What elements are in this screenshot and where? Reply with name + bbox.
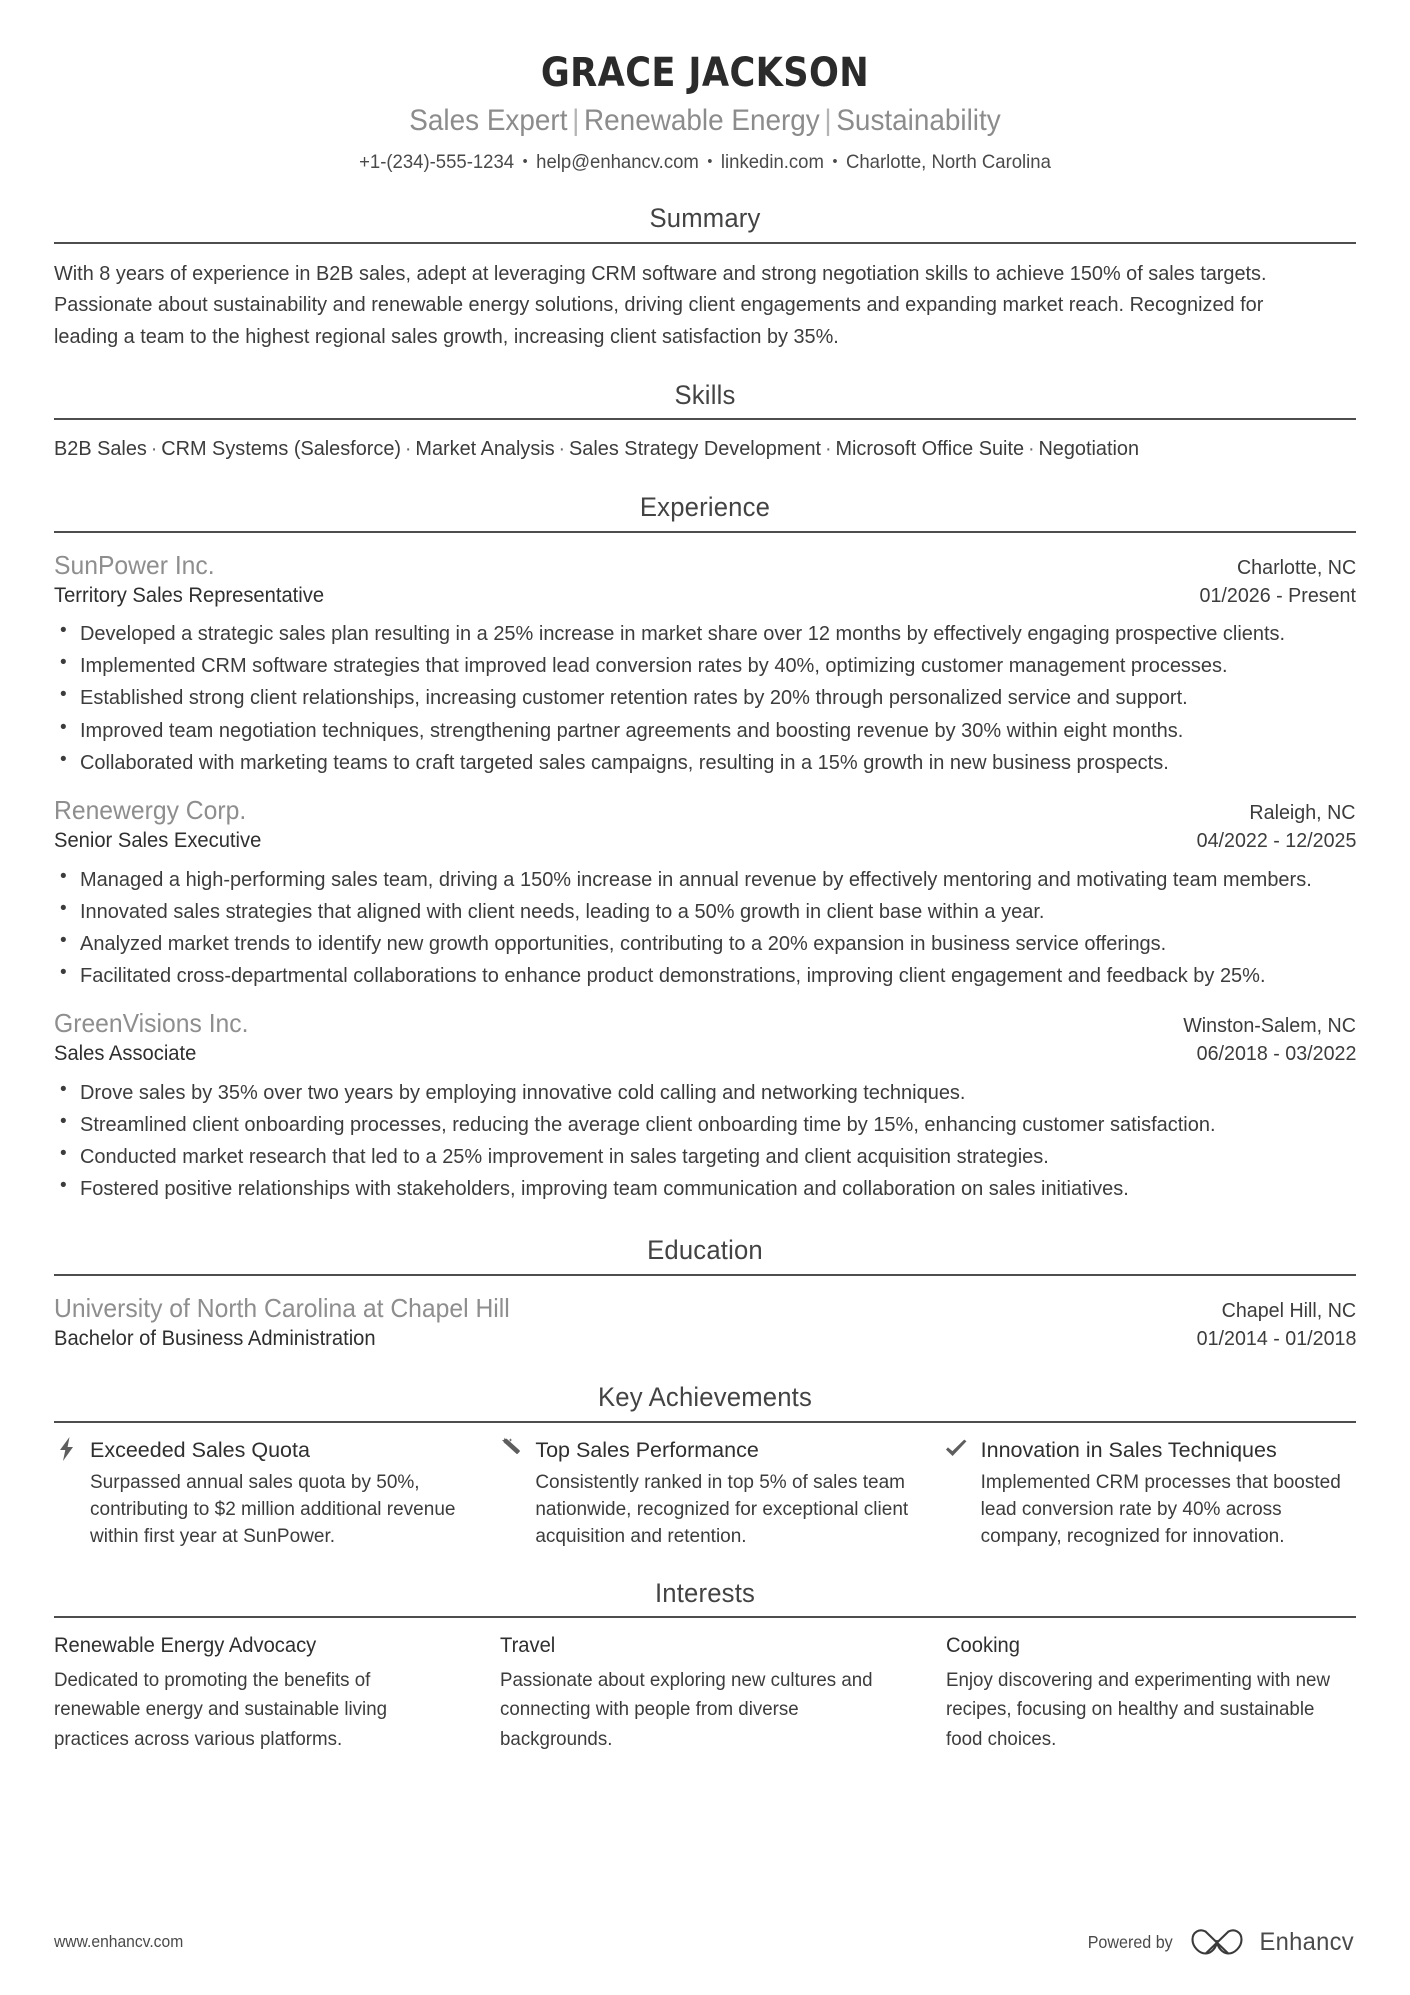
enhancv-logo-icon xyxy=(1190,1927,1244,1957)
job-title: Senior Sales Executive xyxy=(54,829,262,853)
magic-wand-icon xyxy=(499,1436,523,1462)
bullet-text: Established strong client relationships, increasing customer retention rates by 20% through personalized service and support. xyxy=(80,686,1188,710)
summary-text: With 8 years of experience in B2B sales, adept at leveraging CRM software and strong negotiation skills to achieve 150% of sales targets. Passionate about sustainability and renewable energy solutions, driving client engagements and expanding market reach. Recognized for leading a team to the highest regional sales growth, increasing client satisfaction by 35%. xyxy=(54,261,1267,349)
company-name: GreenVisions Inc. xyxy=(54,1008,249,1039)
key-achievement-header xyxy=(54,1436,465,1464)
bullet-text: Improved team negotiation techniques, strengthening partner agreements and boosting revenue by 30% within eight months. xyxy=(80,718,1184,742)
experience-entry-sub xyxy=(54,1040,1356,1068)
list-item xyxy=(54,896,1356,927)
responsibility-list xyxy=(54,1077,1356,1205)
interest-title: Travel xyxy=(500,1633,556,1657)
skill-item: Negotiation xyxy=(1038,437,1140,461)
key-achievement-item xyxy=(499,1436,944,1551)
company-name: SunPower Inc. xyxy=(54,549,215,580)
section-divider xyxy=(54,1274,1356,1276)
interest-item xyxy=(54,1632,500,1754)
enhancv-brand-name: Enhancv xyxy=(1259,1927,1354,1956)
job-dates: 01/2026 - Present xyxy=(1199,583,1356,607)
contact-dot-icon: • xyxy=(707,153,713,170)
bullet-text: Managed a high-performing sales team, driving a 150% increase in annual revenue by effectively mentoring and motivating team members. xyxy=(80,867,1312,891)
section-divider xyxy=(54,531,1356,533)
list-item xyxy=(54,747,1356,778)
headline-part-1: Sales Expert xyxy=(409,104,568,137)
list-item xyxy=(54,618,1356,649)
skill-separator: · xyxy=(558,437,566,461)
key-achievement-item xyxy=(945,1436,1356,1551)
education-section xyxy=(54,1234,1356,1353)
footer-brand xyxy=(1084,1927,1356,1957)
contact-linkedin[interactable]: linkedin.com xyxy=(720,151,824,173)
experience-section xyxy=(54,491,1356,1204)
candidate-headline xyxy=(100,100,1311,142)
bullet-text: Analyzed market trends to identify new growth opportunities, contributing to a 20% expansion in business service offerings. xyxy=(80,931,1167,955)
bullet-text: Fostered positive relationships with stakeholders, improving team communication and collaboration on sales initiatives. xyxy=(80,1177,1129,1201)
page-footer xyxy=(54,1927,1356,1957)
skill-item: B2B Sales xyxy=(54,437,147,461)
job-dates: 06/2018 - 03/2022 xyxy=(1196,1042,1356,1066)
job-title: Sales Associate xyxy=(54,1042,197,1066)
skills-list xyxy=(54,434,1317,465)
education-entry-top xyxy=(54,1292,1356,1325)
interest-title: Cooking xyxy=(946,1633,1020,1657)
interest-item xyxy=(500,1632,946,1754)
bullet-text: Collaborated with marketing teams to craft targeted sales campaigns, resulting in a 15% growth in new business prospects. xyxy=(80,750,1169,774)
bullet-text: Developed a strategic sales plan resulting in a 25% increase in market share over 12 months by effectively engaging prospective clients. xyxy=(80,622,1286,646)
education-entry-sub xyxy=(54,1325,1356,1353)
skill-separator: · xyxy=(824,437,832,461)
skill-separator: · xyxy=(404,437,412,461)
contact-line xyxy=(87,149,1324,176)
experience-entry-top xyxy=(54,549,1356,582)
list-item xyxy=(54,1077,1356,1108)
contact-location: Charlotte, North Carolina xyxy=(846,151,1051,173)
experience-entry xyxy=(54,1007,1356,1204)
section-heading-interests: Interests xyxy=(654,1577,756,1608)
degree-dates: 01/2014 - 01/2018 xyxy=(1196,1327,1356,1351)
job-title: Territory Sales Representative xyxy=(54,583,325,607)
interest-title: Renewable Energy Advocacy xyxy=(54,1633,317,1657)
section-divider xyxy=(54,418,1356,420)
key-achievements-grid xyxy=(54,1436,1356,1551)
experience-entry-top xyxy=(54,1007,1356,1040)
responsibility-list xyxy=(54,864,1356,992)
interest-body: Passionate about exploring new cultures and connecting with people from diverse backgrounds. xyxy=(500,1669,873,1750)
key-achievement-header xyxy=(945,1436,1356,1464)
experience-entry-sub xyxy=(54,582,1356,610)
contact-phone: +1-(234)-555-1234 xyxy=(359,151,515,173)
company-location: Winston-Salem, NC xyxy=(1183,1014,1356,1038)
list-item xyxy=(54,1109,1356,1140)
list-item xyxy=(54,715,1356,746)
headline-part-2: Renewable Energy xyxy=(584,104,820,137)
key-achievement-title: Exceeded Sales Quota xyxy=(90,1437,310,1462)
interests-grid xyxy=(54,1632,1356,1754)
experience-entry xyxy=(54,549,1356,778)
bullet-text: Implemented CRM software strategies that improved lead conversion rates by 40%, optimizing customer management processes. xyxy=(80,654,1228,678)
interest-item xyxy=(946,1632,1356,1754)
list-item xyxy=(54,864,1356,895)
interests-section xyxy=(54,1577,1356,1754)
headline-part-3: Sustainability xyxy=(836,104,1001,137)
list-item xyxy=(54,1141,1356,1172)
footer-website-url[interactable]: www.enhancv.com xyxy=(54,1932,184,1951)
experience-entry xyxy=(54,794,1356,991)
skill-separator: · xyxy=(1027,437,1035,461)
education-entry xyxy=(54,1292,1356,1354)
section-divider xyxy=(54,1616,1356,1618)
bullet-text: Drove sales by 35% over two years by employing innovative cold calling and networking techniques. xyxy=(80,1080,966,1104)
company-name: Renewergy Corp. xyxy=(54,794,247,825)
key-achievement-title: Top Sales Performance xyxy=(535,1437,759,1462)
lightning-bolt-icon xyxy=(54,1436,78,1462)
section-divider xyxy=(54,242,1356,244)
resume-header xyxy=(54,40,1356,176)
key-achievement-body: Consistently ranked in top 5% of sales team nationwide, recognized for exceptional client acquisition and retention. xyxy=(535,1471,909,1547)
job-dates: 04/2022 - 12/2025 xyxy=(1196,829,1356,853)
section-heading-key-achievements: Key Achievements xyxy=(597,1382,813,1413)
key-achievement-body: Implemented CRM processes that boosted lead conversion rate by 40% across company, recognized for innovation. xyxy=(980,1471,1341,1547)
summary-section xyxy=(54,202,1356,353)
section-heading-experience: Experience xyxy=(639,492,771,523)
key-achievement-body: Surpassed annual sales quota by 50%, contributing to $2 million additional revenue within first year at SunPower. xyxy=(90,1471,456,1547)
contact-dot-icon: • xyxy=(832,153,838,170)
skill-item: Market Analysis xyxy=(415,437,555,461)
skill-item: Microsoft Office Suite xyxy=(835,437,1025,461)
skill-separator: · xyxy=(150,437,158,461)
key-achievements-section xyxy=(54,1381,1356,1550)
experience-entry-sub xyxy=(54,827,1356,855)
bullet-text: Conducted market research that led to a 25% improvement in sales targeting and client acquisition strategies. xyxy=(80,1145,1049,1169)
headline-separator: | xyxy=(824,104,832,137)
section-heading-education: Education xyxy=(647,1235,763,1266)
section-heading-summary: Summary xyxy=(649,203,761,234)
skill-item: Sales Strategy Development xyxy=(569,437,822,461)
bullet-text: Streamlined client onboarding processes, reducing the average client onboarding time by 15%, enhancing customer satisfaction. xyxy=(80,1112,1216,1136)
list-item xyxy=(54,650,1356,681)
key-achievement-header xyxy=(499,1436,910,1464)
school-name: University of North Carolina at Chapel Hill xyxy=(54,1292,510,1323)
section-divider xyxy=(54,1421,1356,1423)
key-achievement-item xyxy=(54,1436,499,1551)
powered-by-label: Powered by xyxy=(1087,1931,1173,1952)
headline-separator: | xyxy=(572,104,580,137)
list-item xyxy=(54,1173,1356,1204)
skills-section xyxy=(54,379,1356,465)
interest-body: Enjoy discovering and experimenting with new recipes, focusing on healthy and sustainable food choices. xyxy=(946,1669,1330,1750)
bullet-text: Facilitated cross-departmental collaborations to enhance product demonstrations, improving client engagement and feedback by 25%. xyxy=(80,963,1266,987)
company-location: Raleigh, NC xyxy=(1249,800,1356,824)
list-item xyxy=(54,928,1356,959)
checkmark-icon xyxy=(945,1436,969,1462)
responsibility-list xyxy=(54,618,1356,778)
experience-entry-top xyxy=(54,794,1356,827)
school-location: Chapel Hill, NC xyxy=(1221,1298,1356,1322)
interest-body: Dedicated to promoting the benefits of renewable energy and sustainable living practices across various platforms. xyxy=(54,1669,388,1750)
candidate-name: GRACE JACKSON xyxy=(540,50,870,96)
bullet-text: Innovated sales strategies that aligned with client needs, leading to a 50% growth in client base within a year. xyxy=(80,899,1045,923)
section-heading-skills: Skills xyxy=(674,379,736,410)
key-achievement-title: Innovation in Sales Techniques xyxy=(980,1437,1277,1462)
degree-name: Bachelor of Business Administration xyxy=(54,1327,376,1351)
company-location: Charlotte, NC xyxy=(1236,555,1356,579)
list-item xyxy=(54,682,1356,713)
skill-item: CRM Systems (Salesforce) xyxy=(161,437,402,461)
list-item xyxy=(54,960,1356,991)
contact-dot-icon: • xyxy=(522,153,528,170)
contact-email[interactable]: help@enhancv.com xyxy=(536,151,699,173)
